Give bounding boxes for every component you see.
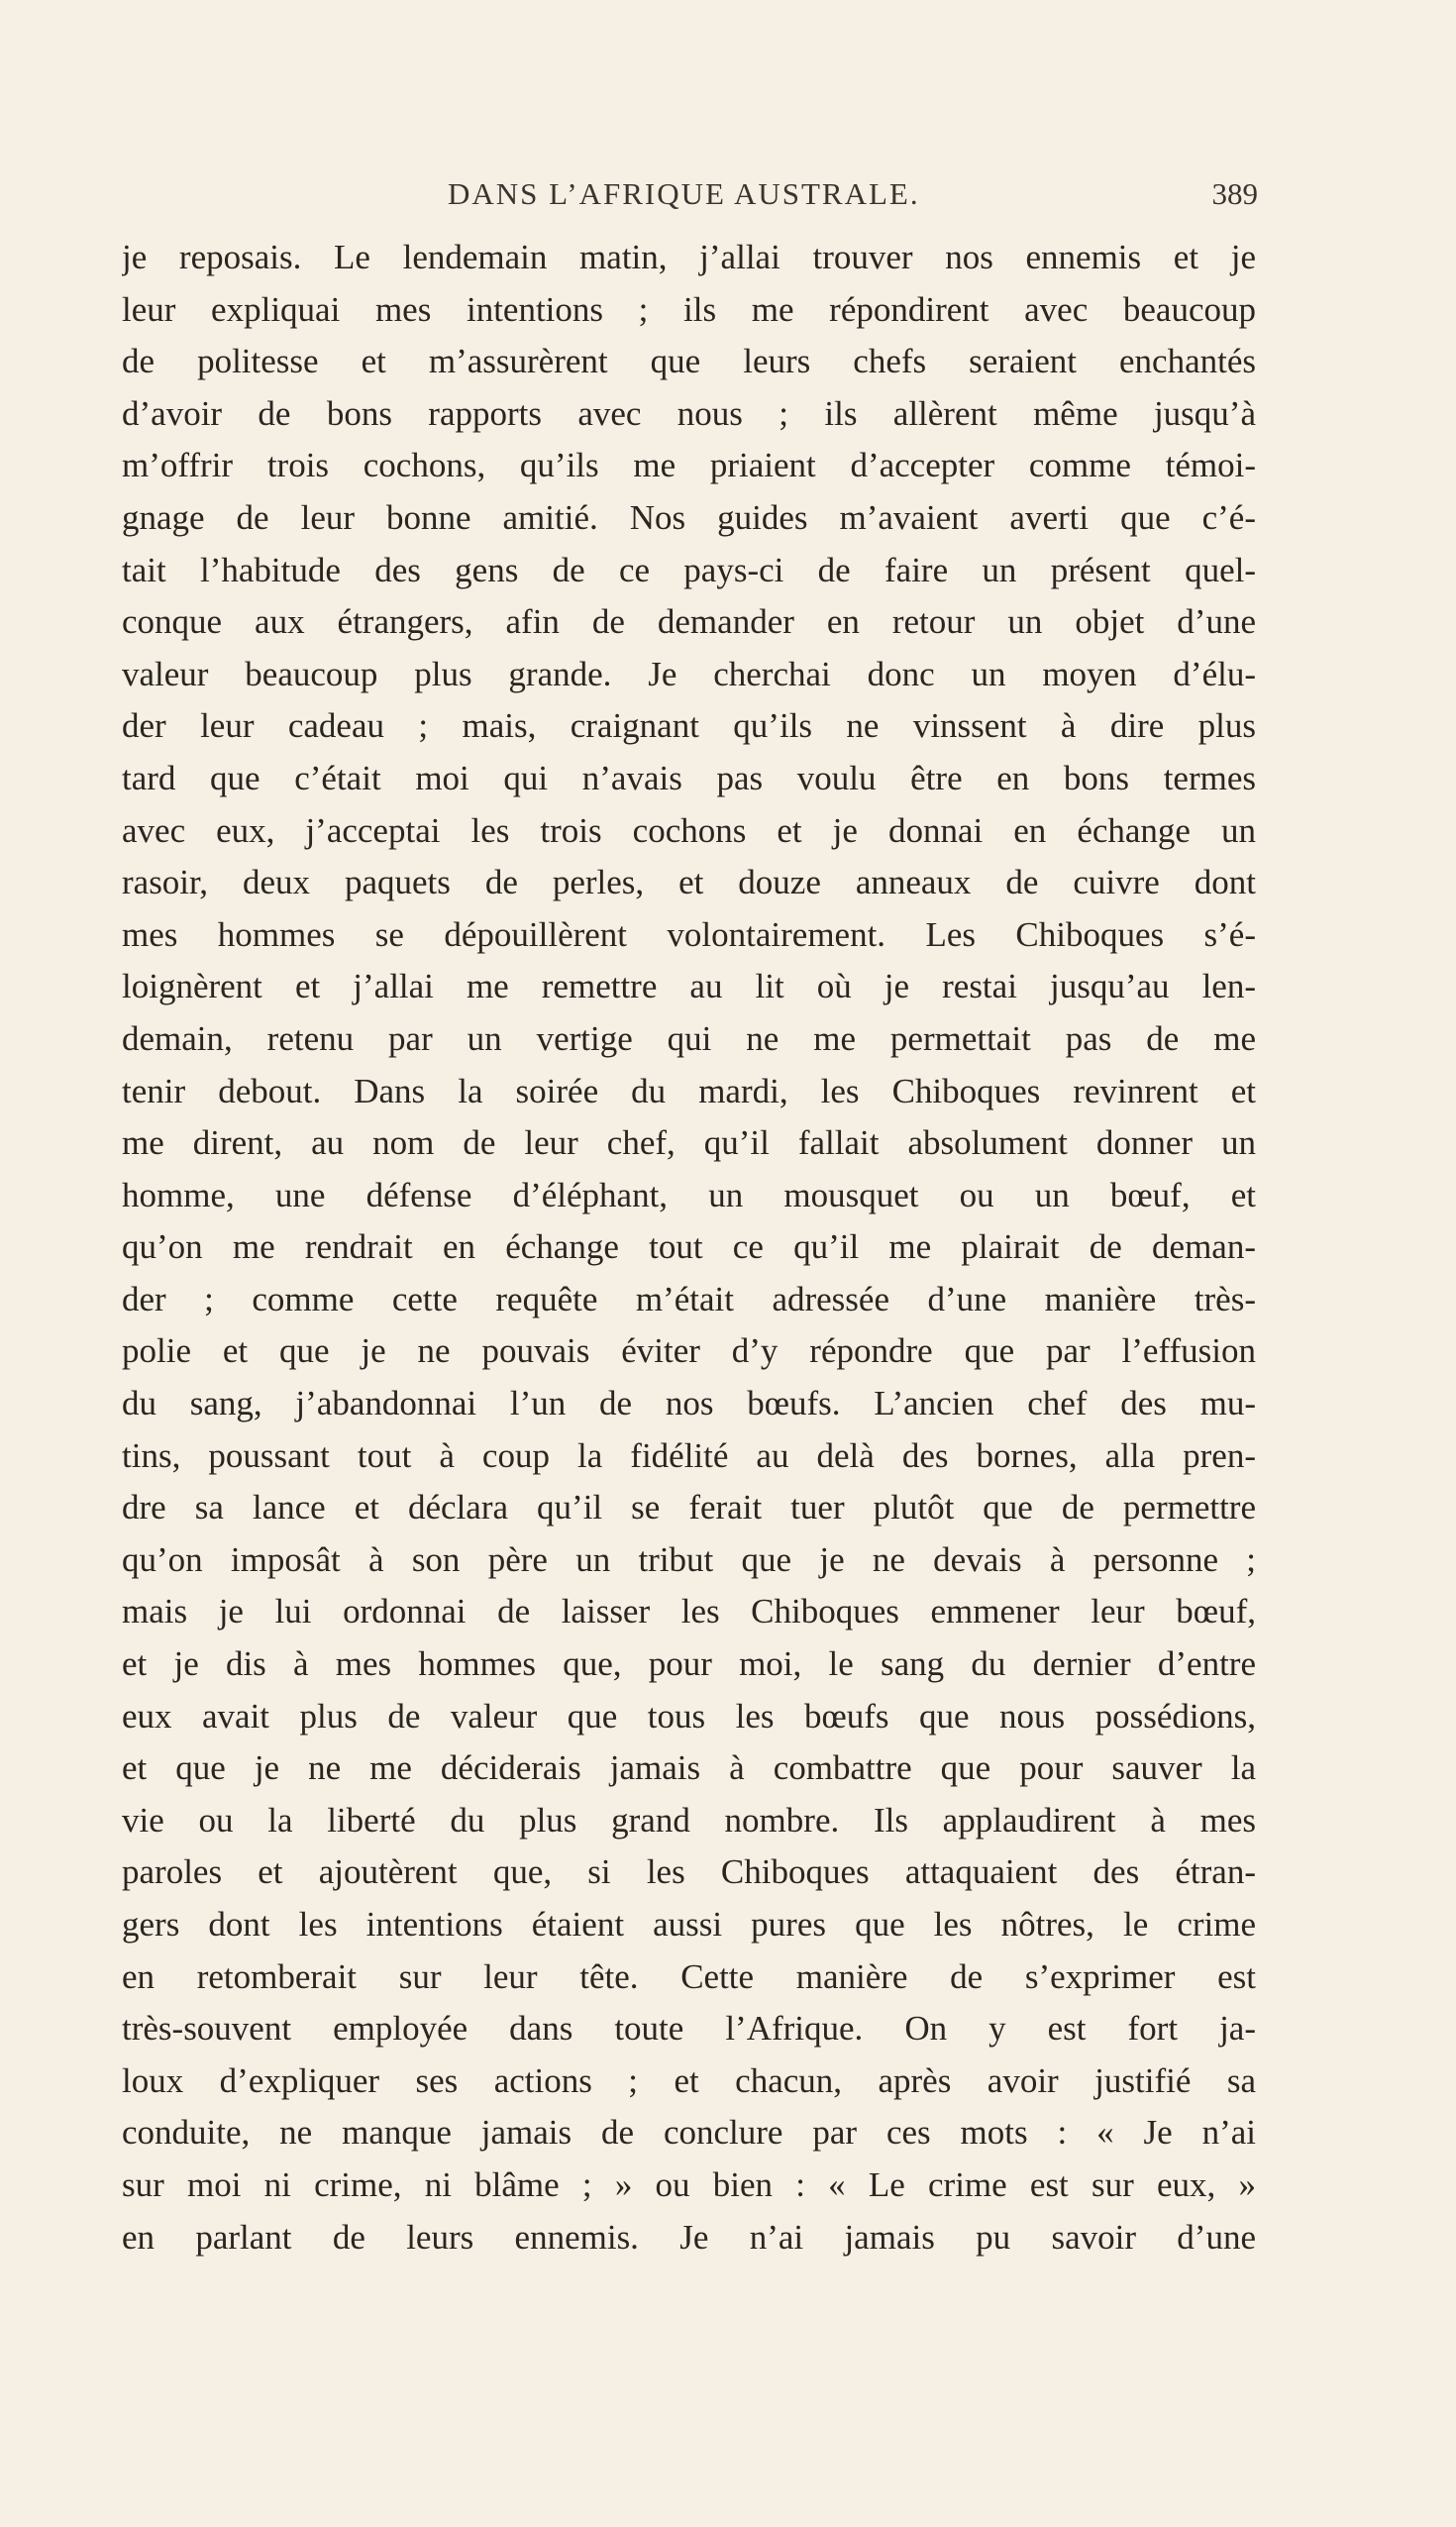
text-line: m’offrir trois cochons, qu’ils me priaient d’accepter comme témoi- xyxy=(122,446,1256,485)
text-line: du sang, j’abandonnai l’un de nos bœufs. L’ancien chef des mu- xyxy=(122,1384,1256,1423)
text-line: conque aux étrangers, afin de demander en retour un objet d’une xyxy=(122,602,1256,642)
text-line: vie ou la liberté du plus grand nombre. Ils applaudirent à mes xyxy=(122,1800,1256,1840)
text-line: tard que c’était moi qui n’avais pas voulu être en bons termes xyxy=(122,758,1256,797)
text-line: loux d’expliquer ses actions ; et chacun, après avoir justifié sa xyxy=(122,2060,1256,2100)
text-line: valeur beaucoup plus grande. Je cherchai donc un moyen d’élu- xyxy=(122,654,1256,693)
text-line: paroles et ajoutèrent que, si les Chiboques attaquaient des étran- xyxy=(122,1852,1256,1892)
text-line: tins, poussant tout à coup la fidélité au delà des bornes, alla pren- xyxy=(122,1435,1256,1475)
text-line: der leur cadeau ; mais, craignant qu’ils ne vinssent à dire plus xyxy=(122,706,1256,746)
text-line: et je dis à mes hommes que, pour moi, le sang du dernier d’entre xyxy=(122,1644,1256,1684)
text-line: qu’on imposât à son père un tribut que je ne devais à personne ; xyxy=(122,1539,1256,1579)
text-line: me dirent, au nom de leur chef, qu’il fallait absolument donner un xyxy=(122,1123,1256,1163)
text-line: tait l’habitude des gens de ce pays-ci de faire un présent quel- xyxy=(122,550,1256,589)
text-line: tenir debout. Dans la soirée du mardi, les Chiboques revinrent et xyxy=(122,1071,1256,1110)
page-header xyxy=(119,176,1258,226)
text-line: en parlant de leurs ennemis. Je n’ai jamais pu savoir d’une xyxy=(122,2217,1256,2257)
text-line: avec eux, j’acceptai les trois cochons et je donnai en échange un xyxy=(122,810,1256,850)
text-line: loignèrent et j’allai me remettre au lit où je restai jusqu’au len- xyxy=(122,967,1256,1006)
text-line: polie et que je ne pouvais éviter d’y répondre que par l’effusion xyxy=(122,1331,1256,1371)
text-line: gnage de leur bonne amitié. Nos guides m’avaient averti que c’é- xyxy=(122,497,1256,537)
text-line: qu’on me rendrait en échange tout ce qu’il me plairait de deman- xyxy=(122,1227,1256,1267)
running-title: DANS L’AFRIQUE AUSTRALE. xyxy=(448,176,920,211)
text-line: mais je lui ordonnai de laisser les Chiboques emmener leur bœuf, xyxy=(122,1592,1256,1632)
page-number: 389 xyxy=(1211,176,1258,211)
body-text xyxy=(122,232,1256,2264)
text-line: eux avait plus de valeur que tous les bœufs que nous possédions, xyxy=(122,1696,1256,1736)
text-line: homme, une défense d’éléphant, un mousquet ou un bœuf, et xyxy=(122,1175,1256,1214)
text-line: demain, retenu par un vertige qui ne me permettait pas de me xyxy=(122,1018,1256,1058)
text-line: je reposais. Le lendemain matin, j’allai trouver nos ennemis et je xyxy=(122,238,1256,276)
text-line: der ; comme cette requête m’était adressée d’une manière très- xyxy=(122,1279,1256,1318)
text-line: très-souvent employée dans toute l’Afrique. On y est fort ja- xyxy=(122,2009,1256,2049)
text-line: leur expliquai mes intentions ; ils me répondirent avec beaucoup xyxy=(122,289,1256,329)
text-line: mes hommes se dépouillèrent volontairement. Les Chiboques s’é- xyxy=(122,914,1256,954)
text-line: dre sa lance et déclara qu’il se ferait tuer plutôt que de permettre xyxy=(122,1488,1256,1527)
text-line: en retomberait sur leur tête. Cette manière de s’exprimer est xyxy=(122,1956,1256,1996)
text-line: et que je ne me déciderais jamais à combattre que pour sauver la xyxy=(122,1748,1256,1788)
text-line: d’avoir de bons rapports avec nous ; ils allèrent même jusqu’à xyxy=(122,393,1256,433)
text-line: de politesse et m’assurèrent que leurs chefs seraient enchantés xyxy=(122,342,1256,381)
text-line: sur moi ni crime, ni blâme ; » ou bien : « Le crime est sur eux, » xyxy=(122,2164,1256,2204)
text-line: gers dont les intentions étaient aussi pures que les nôtres, le crime xyxy=(122,1905,1256,1944)
text-line: conduite, ne manque jamais de conclure par ces mots : « Je n’ai xyxy=(122,2113,1256,2153)
text-line: rasoir, deux paquets de perles, et douze anneaux de cuivre dont xyxy=(122,863,1256,902)
